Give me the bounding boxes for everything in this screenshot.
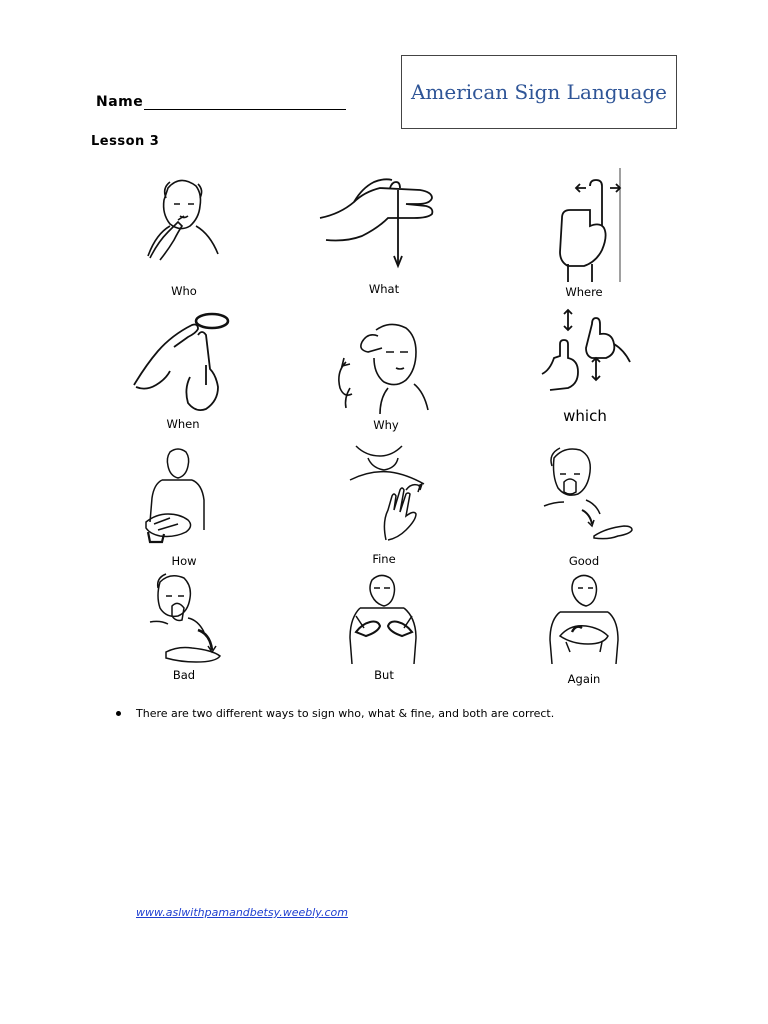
name-blank-line[interactable] [144,95,346,110]
how-sign-icon [140,444,220,550]
name-field[interactable] [96,94,346,110]
sign-where [548,168,748,298]
sign-label-when: When [166,417,200,431]
sign-label-good: Good [568,554,600,568]
why-sign-icon [330,318,440,414]
sign-what [314,168,514,298]
which-sign-icon [538,304,634,404]
sign-label-but: But [374,668,394,682]
where-sign-icon [548,168,628,286]
page-title: American Sign Language [410,80,668,104]
sign-why [330,318,530,448]
sign-again [546,572,746,702]
note-text: There are two different ways to sign who, what & fine, and both are correct. [136,707,555,720]
again-sign-icon [546,572,622,670]
sign-how [140,444,340,574]
bad-sign-icon [146,572,226,668]
what-sign-icon [314,168,454,272]
sign-label-how: How [171,554,197,568]
title-box [401,55,677,129]
sign-label-where: Where [565,285,603,299]
good-sign-icon [538,444,638,548]
lesson-heading: Lesson 3 [91,134,160,149]
website-link[interactable]: www.aslwithpamandbetsy.weebly.com [136,906,348,919]
sign-label-why: Why [373,418,399,432]
sign-label-what: What [368,282,400,296]
sign-who [130,168,330,298]
sign-label-which: which [563,407,607,425]
sign-fine [346,444,546,574]
note-bullet [116,707,554,720]
sign-good [538,444,738,574]
sign-label-again: Again [567,672,601,686]
sign-when [128,305,328,435]
sign-label-who: Who [171,284,197,298]
sign-bad [146,572,346,702]
but-sign-icon [344,572,424,666]
bullet-icon [116,711,121,716]
sign-but [344,572,544,702]
name-label: Name [96,94,144,110]
sign-label-bad: Bad [172,668,196,682]
when-sign-icon [128,305,238,415]
sign-label-fine: Fine [372,552,396,566]
who-sign-icon [130,168,230,280]
fine-sign-icon [346,444,436,544]
sign-which [538,304,738,434]
